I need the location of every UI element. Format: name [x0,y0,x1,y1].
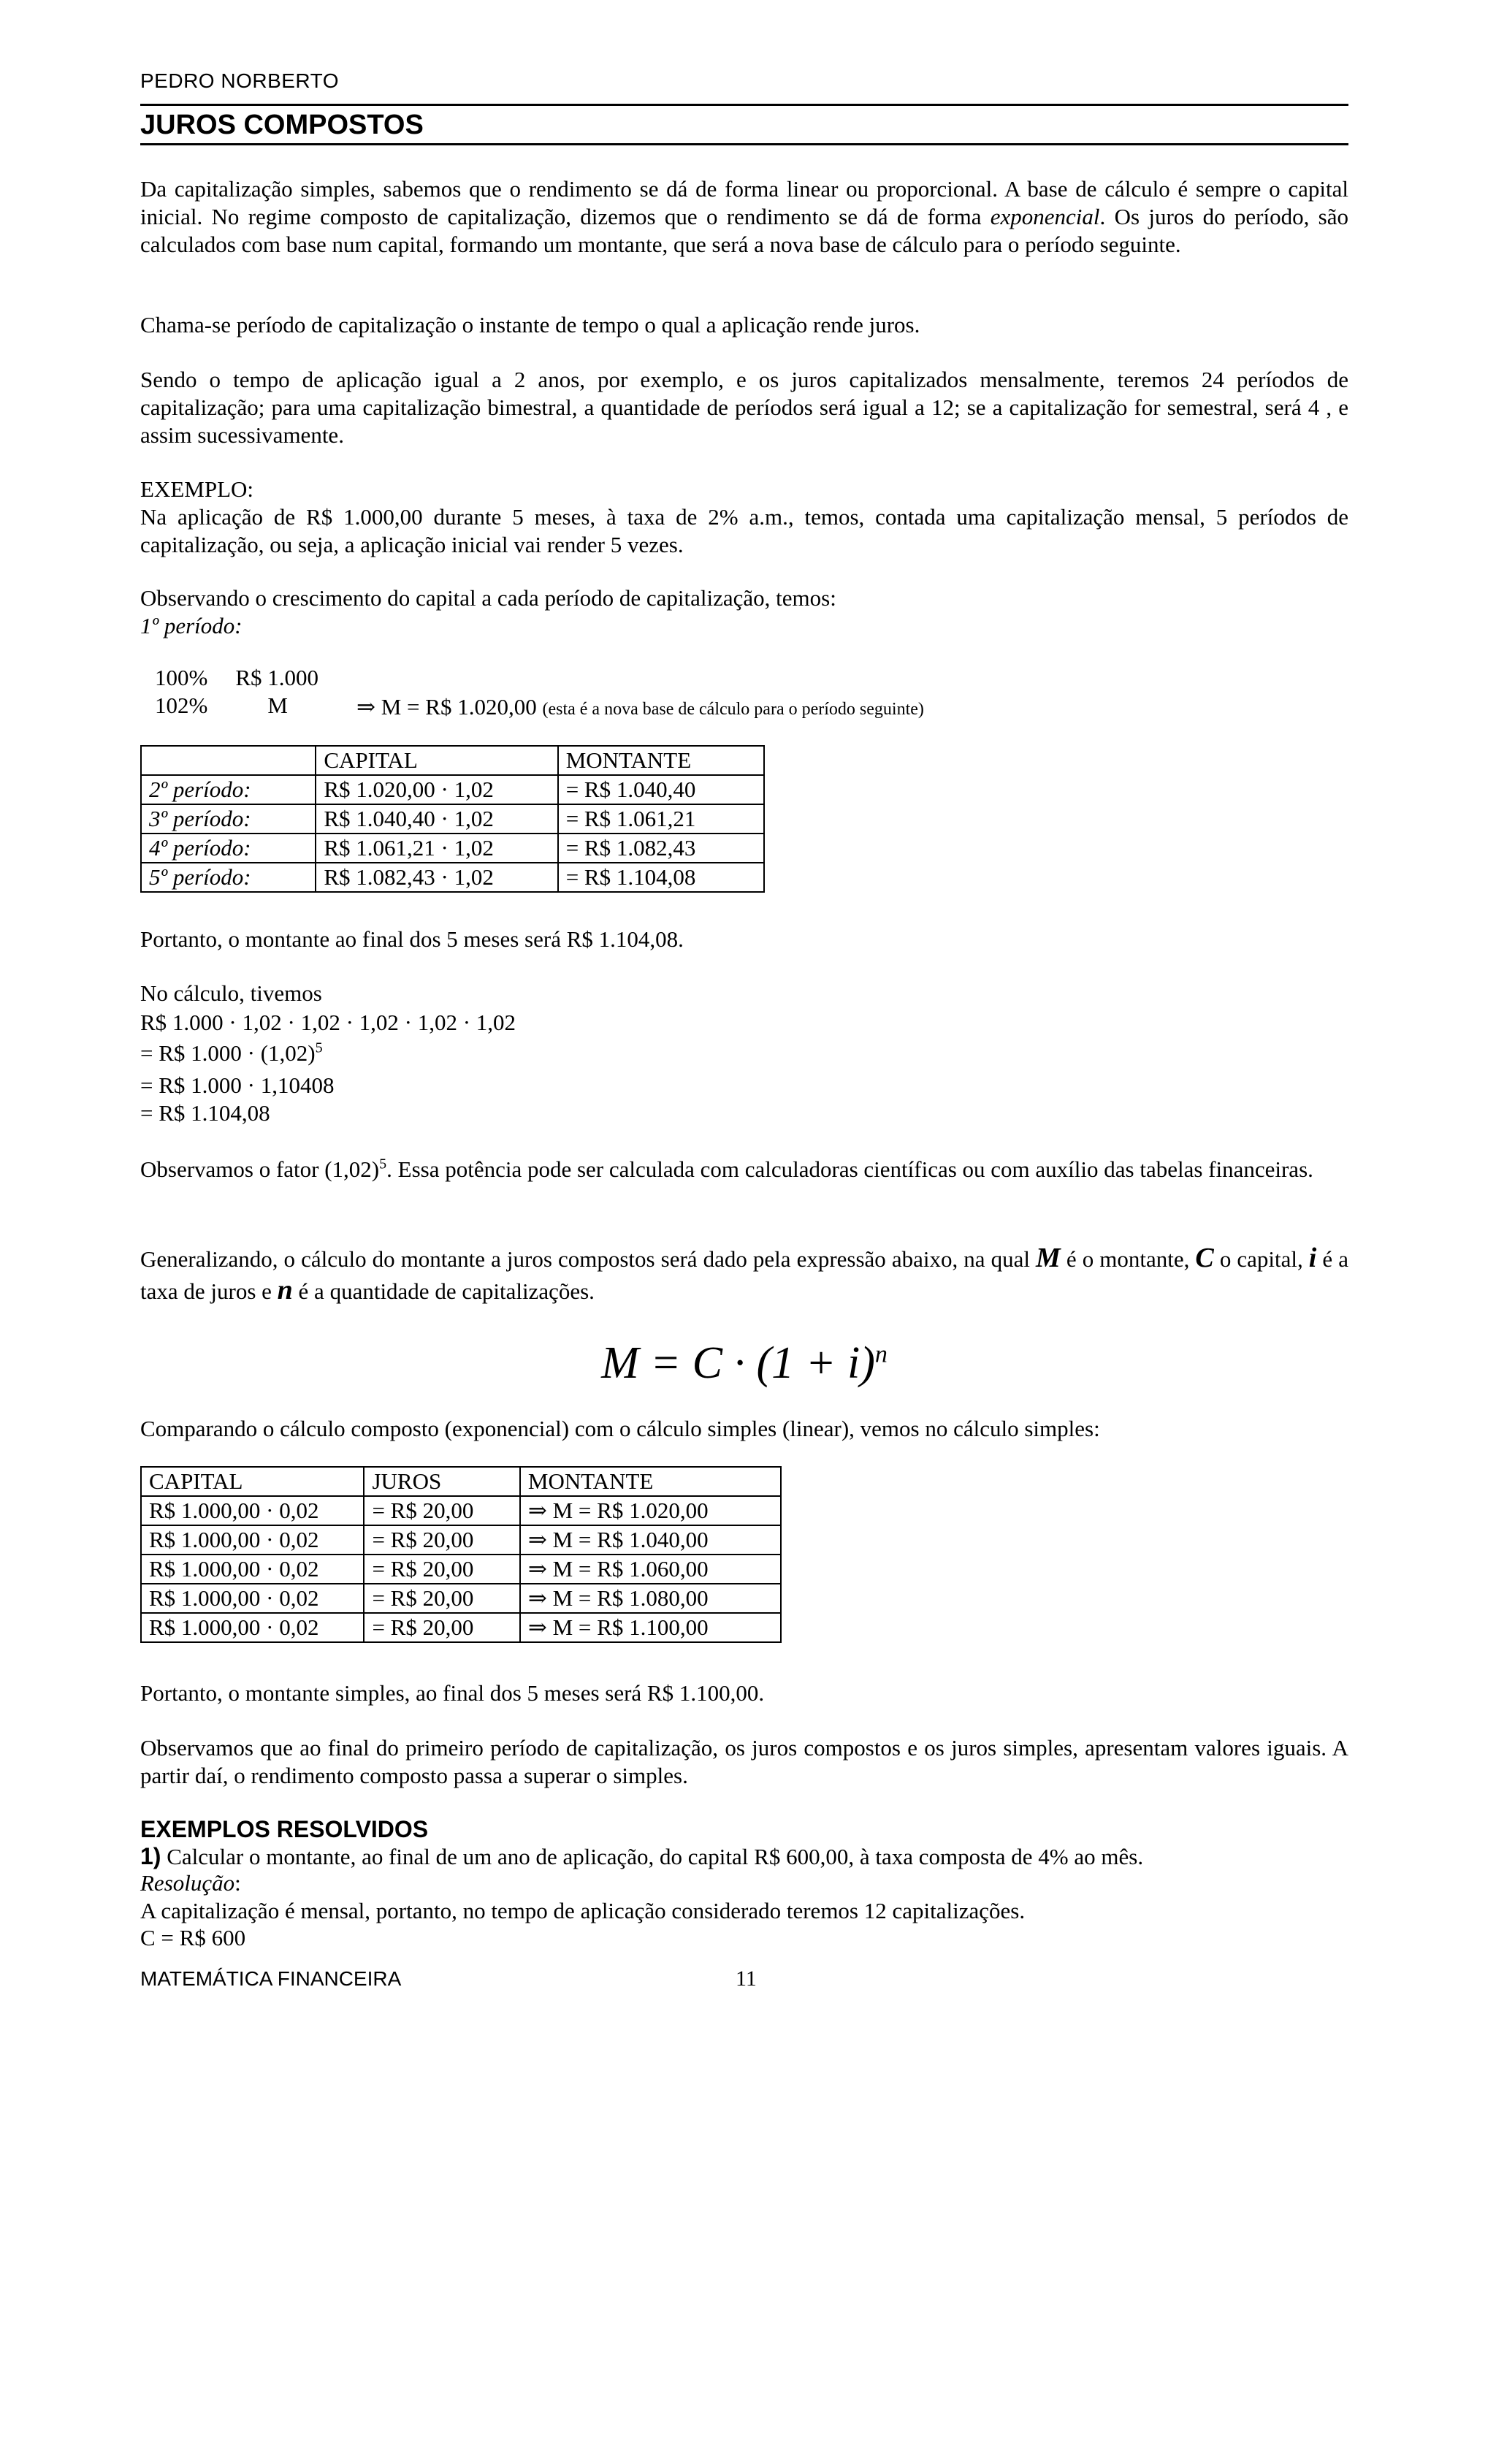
gen-text-b: é o montante, [1060,1246,1196,1272]
row2-percent: 102% [155,693,208,718]
juros-cell: = R$ 20,00 [364,1525,519,1555]
var-n: n [277,1275,293,1305]
juros-cell: = R$ 20,00 [364,1613,519,1642]
montante-cell: ⇒ M = R$ 1.020,00 [520,1496,781,1525]
period-label: 2º período: [149,777,251,802]
compound-header-cell [141,746,316,775]
calc-intro: No cálculo, tivemos [140,980,322,1006]
resolution-label-text: Resolução [140,1870,235,1896]
generalizing-paragraph [140,1243,1348,1307]
simple-intro: Comparando o cálculo composto (exponencial) com o cálculo simples (linear), vemos no cálculo simples: [140,1416,1100,1441]
montante-cell: ⇒ M = R$ 1.040,00 [520,1525,781,1555]
row2-value: M [267,693,288,718]
question-1-text: Calcular o montante, ao final de um ano de aplicação, do capital R$ 600,00, à taxa composta de 4% ao mês. [161,1844,1144,1869]
compound-table-header [141,746,764,775]
example-text: Na aplicação de R$ 1.000,00 durante 5 meses, à taxa de 2% a.m., temos, contada uma capitalização mensal, 5 períodos de capitalização, ou seja, a aplicação inicial vai render 5 vezes. [140,504,1348,557]
resolved-examples-title: EXEMPLOS RESOLVIDOS [140,1816,429,1842]
capital-cell: R$ 1.082,43 · 1,02 [316,863,557,892]
var-c: C [1195,1243,1214,1273]
calc-line-1: R$ 1.000 · 1,02 · 1,02 · 1,02 · 1,02 · 1,02 [140,1010,516,1035]
factor-text-a: Observamos o fator (1,02) [140,1156,380,1182]
juros-cell: = R$ 20,00 [364,1496,519,1525]
montante-cell: = R$ 1.104,08 [558,863,764,892]
resolution-label [140,1869,1348,1897]
montante-cell: = R$ 1.040,40 [558,775,764,804]
question-1 [140,1842,1348,1871]
capital-cell: R$ 1.000,00 · 0,02 [141,1555,364,1584]
compound-header-cell: MONTANTE [558,746,764,775]
first-period-row-2 [155,692,288,720]
simple-header-cell: JUROS [364,1467,519,1496]
calc-line-2-text: = R$ 1.000 · (1,02) [140,1040,316,1066]
resolution-colon: : [234,1870,241,1896]
simple-header-cell: CAPITAL [141,1467,364,1496]
first-period-note: (esta é a nova base de cálculo para o período seguinte) [542,700,924,719]
table-row [141,863,764,892]
juros-cell: = R$ 20,00 [364,1555,519,1584]
simple-table [140,1466,782,1643]
calc-line-2-exponent: 5 [315,1040,323,1056]
table-row [141,1555,781,1584]
footer-book-title: MATEMÁTICA FINANCEIRA [140,1967,402,1990]
gen-text-d: é a taxa de juros e [140,1246,1348,1304]
period-cell [141,804,316,834]
montante-cell: = R$ 1.082,43 [558,834,764,863]
first-period-text: 1º período: [140,613,243,638]
intro-p1-text-a: Da capitalização simples, sabemos que o rendimento se dá de forma linear ou proporcional. A base de cálculo é sempre o capital inicial. No regime composto de capitalização, dizemos que o rendimento se dá de forma [140,176,1348,229]
capital-cell: R$ 1.000,00 · 0,02 [141,1584,364,1613]
compound-formula [140,1337,1348,1389]
table-row [141,1613,781,1642]
header-rule-top [140,104,1348,106]
simple-header-cell: MONTANTE [520,1467,781,1496]
gen-text-a: Generalizando, o cálculo do montante a juros compostos será dado pela expressão abaixo, na qual [140,1246,1037,1272]
table-row [141,1496,781,1525]
period-cell [141,775,316,804]
header-author: PEDRO NORBERTO [140,69,340,92]
table-row [141,775,764,804]
capital-cell: R$ 1.000,00 · 0,02 [141,1525,364,1555]
simple-table-header [141,1467,781,1496]
factor-paragraph [140,1156,1348,1183]
gen-text-e: é a quantidade de capitalizações. [292,1278,595,1304]
calc-line-4: = R$ 1.104,08 [140,1100,270,1126]
intro-paragraph-3: Sendo o tempo de aplicação igual a 2 anos, por exemplo, e os juros capitalizados mensalmente, teremos 24 períodos de capitalização; para uma capitalização bimestral, a quantidade de períodos será igual a 12; se a capitalização for semestral, será 4 , e assim sucessivamente. [140,367,1348,448]
period-cell [141,863,316,892]
capital-cell: R$ 1.040,40 · 1,02 [316,804,557,834]
formula-exponent: n [874,1340,888,1368]
question-1-number: 1) [140,1843,161,1869]
factor-exponent: 5 [379,1156,387,1172]
capital-cell: R$ 1.020,00 · 1,02 [316,775,557,804]
footer-page-number: 11 [736,1967,757,1991]
compound-conclusion: Portanto, o montante ao final dos 5 meses será R$ 1.104,08. [140,926,684,952]
var-m: M [1036,1243,1061,1273]
intro-paragraph-2: Chama-se período de capitalização o instante de tempo o qual a aplicação rende juros. [140,312,920,337]
calc-line-3: = R$ 1.000 · 1,10408 [140,1072,335,1098]
header-rule-bottom [140,143,1348,145]
page-title: JUROS COMPOSTOS [140,110,424,140]
intro-paragraph-1 [140,175,1348,259]
period-cell [141,834,316,863]
compound-header-cell: CAPITAL [316,746,557,775]
resolution-line-1: A capitalização é mensal, portanto, no tempo de aplicação considerado teremos 12 capitalizações. [140,1898,1026,1923]
montante-cell: = R$ 1.061,21 [558,804,764,834]
observing-text: Observando o crescimento do capital a cada período de capitalização, temos: [140,585,836,611]
table-row [141,1525,781,1555]
table-row [141,1584,781,1613]
calc-line-2 [140,1040,1348,1067]
simple-conclusion: Portanto, o montante simples, ao final dos 5 meses será R$ 1.100,00. [140,1680,765,1706]
montante-cell: ⇒ M = R$ 1.080,00 [520,1584,781,1613]
example-label: EXEMPLO: [140,476,253,502]
montante-cell: ⇒ M = R$ 1.060,00 [520,1555,781,1584]
period-label: 3º período: [149,806,251,831]
resolution-line-2: C = R$ 600 [140,1925,246,1950]
simple-observation: Observamos que ao final do primeiro período de capitalização, os juros compostos e os juros simples, apresentam valores iguais. A partir daí, o rendimento composto passa a superar o simples. [140,1735,1348,1788]
period-label: 4º período: [149,835,251,861]
capital-cell: R$ 1.000,00 · 0,02 [141,1496,364,1525]
compound-table [140,745,765,893]
factor-text-b: . Essa potência pode ser calculada com calculadoras científicas ou com auxílio das tabelas financeiras. [386,1156,1313,1182]
gen-text-c: o capital, [1213,1246,1309,1272]
row1-value: R$ 1.000 [235,665,319,690]
capital-cell: R$ 1.000,00 · 0,02 [141,1613,364,1642]
capital-cell: R$ 1.061,21 · 1,02 [316,834,557,863]
formula-base: M = C · (1 + i) [601,1338,875,1388]
first-period-row-1 [155,664,318,692]
montante-cell: ⇒ M = R$ 1.100,00 [520,1613,781,1642]
period-label: 5º período: [149,864,251,890]
first-period-result [356,693,924,723]
intro-p1-emphasis: exponencial [990,204,1100,229]
intro-p1-text-b: . Os juros do período, são calculados com base num capital, formando um montante, que será a nova base de cálculo para o período seguinte. [140,204,1348,257]
var-i: i [1308,1243,1317,1273]
first-period-montante: ⇒ M = R$ 1.020,00 [356,694,537,720]
table-row [141,834,764,863]
row1-percent: 100% [155,665,208,690]
juros-cell: = R$ 20,00 [364,1584,519,1613]
first-period-label [140,612,1348,640]
table-row [141,804,764,834]
